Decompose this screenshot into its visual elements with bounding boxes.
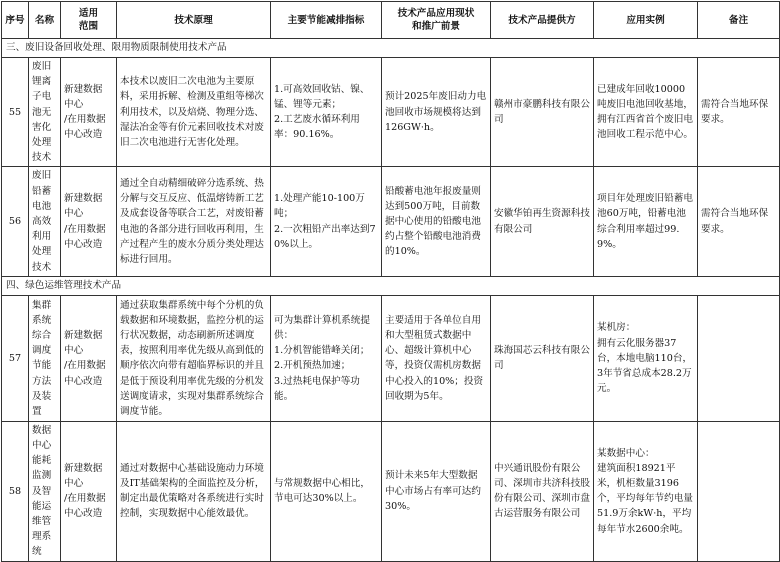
cell-scope: 新建数据 中心 /在用数据 中心改造	[61, 421, 117, 561]
header-scope: 适用 范围	[61, 2, 117, 39]
table-row	[2, 421, 780, 561]
header-principle: 技术原理	[117, 2, 271, 39]
cell-name: 废旧铅蓄电池高效利用处理技术	[29, 167, 61, 276]
cell-principle: 通过全自动精细破碎分选系统、热分解与交互反应、低温熔铸新工艺及成套设备等联合工艺，对废铅蓄电池的各部分进行回收再利用，生产过程产生的废水分质分类处理达标进行回用。	[117, 167, 271, 276]
header-indicators: 主要节能减排指标	[271, 2, 382, 39]
cell-scope: 新建数据 中心 /在用数据 中心改造	[61, 167, 117, 276]
section-row	[2, 276, 780, 295]
table-row	[2, 58, 780, 167]
cell-status: 铅酸蓄电池年报废量则达到500万吨，目前数据中心使用的铅酸电池约占整个铅酸电池消费的10%。	[382, 167, 491, 276]
cell-indicators: 1.处理产能10-100万吨； 2.一次粗铅产出率达到70%以上。	[271, 167, 382, 276]
header-remarks: 备注	[698, 2, 780, 39]
cell-remarks	[698, 295, 780, 421]
section-title: 三、废旧设备回收处理、限用物质限制使用技术产品	[2, 39, 780, 58]
cell-principle: 本技术以废旧二次电池为主要原料，采用拆解、检测及重组等梯次利用技术，以及焙烧、物理分选、湿法冶金等有价元素回收技术对废旧二次电池进行无害化处理。	[117, 58, 271, 167]
cell-provider: 赣州市豪鹏科技有限公司	[491, 58, 594, 167]
cell-remarks	[698, 421, 780, 561]
header-status: 技术产品应用现状 和推广前景	[382, 2, 491, 39]
cell-name: 集群系统综合调度节能方法及装置	[29, 295, 61, 421]
cell-example: 已建成年回收10000吨废旧电池回收基地，拥有江西省首个废旧电池回收工程示范中心。	[594, 58, 698, 167]
header-example: 应用实例	[594, 2, 698, 39]
cell-status: 预计2025年废旧动力电池回收市场规模将达到126GW·h。	[382, 58, 491, 167]
cell-provider: 安徽华铂再生资源科技有限公司	[491, 167, 594, 276]
cell-remarks: 需符合当地环保要求。	[698, 58, 780, 167]
cell-example: 某数据中心： 建筑面积18921平米，机柜数量3196个，平均每年节约电量51.9万余kW·h，平均每年节水2600余吨。	[594, 421, 698, 561]
header-row	[2, 2, 780, 39]
cell-provider: 珠海国芯云科技有限公司	[491, 295, 594, 421]
cell-status: 主要适用于各单位自用和大型租赁式数据中心、超级计算机中心等，投资仅需机房数据中心投入的10%；投资回收期为5年。	[382, 295, 491, 421]
cell-scope: 新建数据 中心 /在用数据 中心改造	[61, 295, 117, 421]
section-row	[2, 39, 780, 58]
cell-indicators: 可为集群计算机系统提供： 1.分机智能错峰关闭； 2.开机预热加速； 3.过热耗电保护等功能。	[271, 295, 382, 421]
cell-seq: 55	[2, 58, 29, 167]
section-title: 四、绿色运维管理技术产品	[2, 276, 780, 295]
cell-principle: 通过获取集群系统中每个分机的负载数据和环境数据，监控分机的运行状况数据，动态刷新所述调度表，按照利用率优先级从高到低的顺序依次向带有超临界标识的并且是低于预设利用率优先级的分机发送调度请求，实现对集群系统综合调度节能。	[117, 295, 271, 421]
cell-example: 项目年处理废旧铅蓄电池60万吨，铅蓄电池综合利用率超过99.9%。	[594, 167, 698, 276]
cell-example: 某机房： 拥有云化服务器37台，本地电脑110台，3年节省总成本28.2万元。	[594, 295, 698, 421]
technology-table	[1, 1, 780, 562]
cell-name: 废旧锂离子电池无害化处理技术	[29, 58, 61, 167]
cell-scope: 新建数据 中心 /在用数据 中心改造	[61, 58, 117, 167]
cell-remarks: 需符合当地环保要求。	[698, 167, 780, 276]
cell-indicators: 1.可高效回收钴、镍、锰、锂等元素； 2.工艺废水循环利用率：90.16%。	[271, 58, 382, 167]
table-row	[2, 167, 780, 276]
cell-seq: 58	[2, 421, 29, 561]
header-seq: 序号	[2, 2, 29, 39]
cell-seq: 57	[2, 295, 29, 421]
cell-principle: 通过对数据中心基础设施动力环境及IT基础架构的全面监控及分析，制定出最优策略对各系统进行实时控制，实现数据中心能效最优。	[117, 421, 271, 561]
header-name: 名称	[29, 2, 61, 39]
cell-status: 预计未来5年大型数据中心市场占有率可达约30%。	[382, 421, 491, 561]
header-provider: 技术产品提供方	[491, 2, 594, 39]
cell-seq: 56	[2, 167, 29, 276]
cell-indicators: 与常规数据中心相比，节电可达30%以上。	[271, 421, 382, 561]
cell-provider: 中兴通讯股份有限公司、深圳市共济科技股份有限公司、深圳市盘古运营服务有限公司	[491, 421, 594, 561]
table-row	[2, 295, 780, 421]
cell-name: 数据中心能耗监测及智能运维管理系统	[29, 421, 61, 561]
